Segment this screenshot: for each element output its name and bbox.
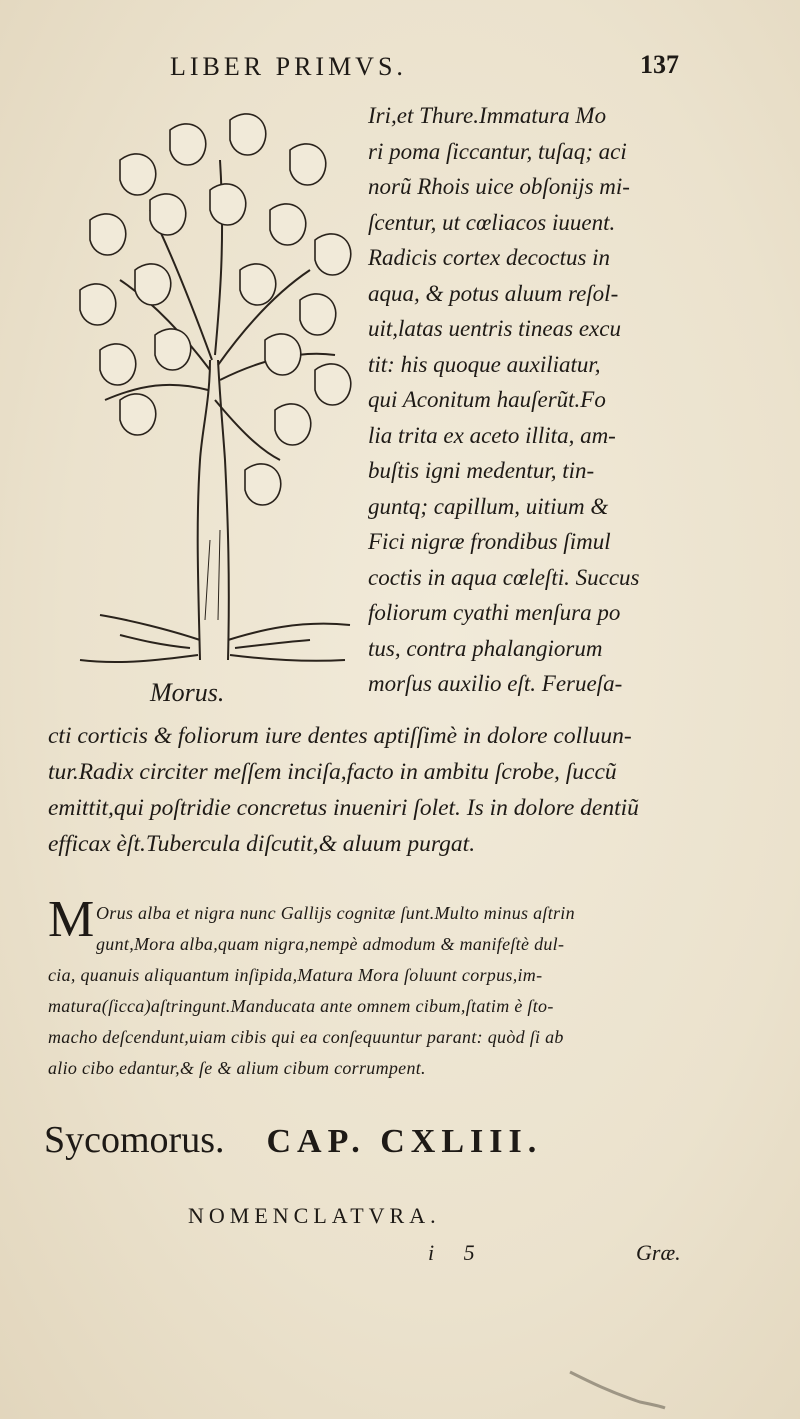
catchword: Græ. [636,1240,681,1265]
text-line: lia trita ex aceto illita, am- [368,422,616,448]
figure-caption: Morus. [150,678,225,707]
text-line: macho deſcendunt,uiam cibis qui ea conſequuntur parant: quòd ſi ab [48,1027,564,1047]
text-line: uit,latas uentris tineas excu [368,316,621,341]
text-line: cti corticis & foliorum iure dentes aptiſſimè in dolore colluun- [48,723,632,749]
running-title: LIBER PRIMVS. [170,52,407,81]
text-line: buſtis igni medentur, tin- [368,458,595,483]
chapter-number: CAP. CXLIII. [266,1123,543,1160]
drop-cap: M [48,891,95,948]
text-line: alio cibo edantur,& ſe & alium cibum corrumpent. [48,1058,426,1078]
text-line: norũ Rhois uice obſonijs mi- [368,174,630,199]
text-line: efficax èſt.Tubercula diſcutit,& aluum purgat. [48,831,476,857]
text-line: morſus auxilio eſt. Ferueſa- [368,671,623,696]
chapter-name: Sycomorus. [44,1119,225,1161]
text-line: emittit,qui poſtridie concretus inueniri ſolet. Is in dolore dentiũ [48,795,639,821]
text-line: Radicis cortex decoctus in [368,245,611,270]
text-line: tit: his quoque auxiliatur, [368,351,601,377]
text-line: Fici nigræ frondibus ſimul [368,529,611,554]
text-full-width [48,718,708,862]
text-line: ſcentur, ut cœliacos iuuent. [368,209,616,235]
text-line: aqua, & potus aluum reſol- [368,280,619,306]
text-line: tus, contra phalangiorum [368,635,603,661]
text-line: qui Aconitum hauſerũt.Fo [368,387,606,412]
text-line: ri poma ſiccantur, tuſaq; aci [368,138,627,164]
text-column-beside-figure [368,98,698,702]
mulberry-tree-woodcut [60,100,360,670]
section-subheading: NOMENCLATVRA. [188,1203,441,1228]
signature-mark: i 5 [428,1240,475,1265]
ink-stain [560,1362,670,1412]
text-line: matura(ſicca)aſtringunt.Manducata ante omnem cibum,ſtatim è ſto- [48,996,554,1016]
folio-number: 137 [640,50,679,79]
text-line: cia, quanuis aliquantum inſipida,Matura Mora ſoluunt corpus,im- [48,965,543,985]
chapter-heading [44,1118,542,1162]
text-line: gunt,Mora alba,quam nigra,nempè admodum & manifeſtè dul- [96,934,565,954]
text-line: guntq; capillum, uitium & [368,493,609,519]
annotation-block [48,891,728,1084]
text-line: foliorum cyathi menſura po [368,600,621,625]
text-line: Orus alba et nigra nunc Gallijs cognitæ ſunt.Multo minus aſtrin [96,903,575,923]
text-line: tur.Radix circiter meſſem inciſa,facto in ambitu ſcrobe, ſuccũ [48,759,617,785]
text-line: Iri,et Thure.Immatura Mo [368,103,607,128]
text-line: coctis in aqua cœleſti. Succus [368,564,640,590]
